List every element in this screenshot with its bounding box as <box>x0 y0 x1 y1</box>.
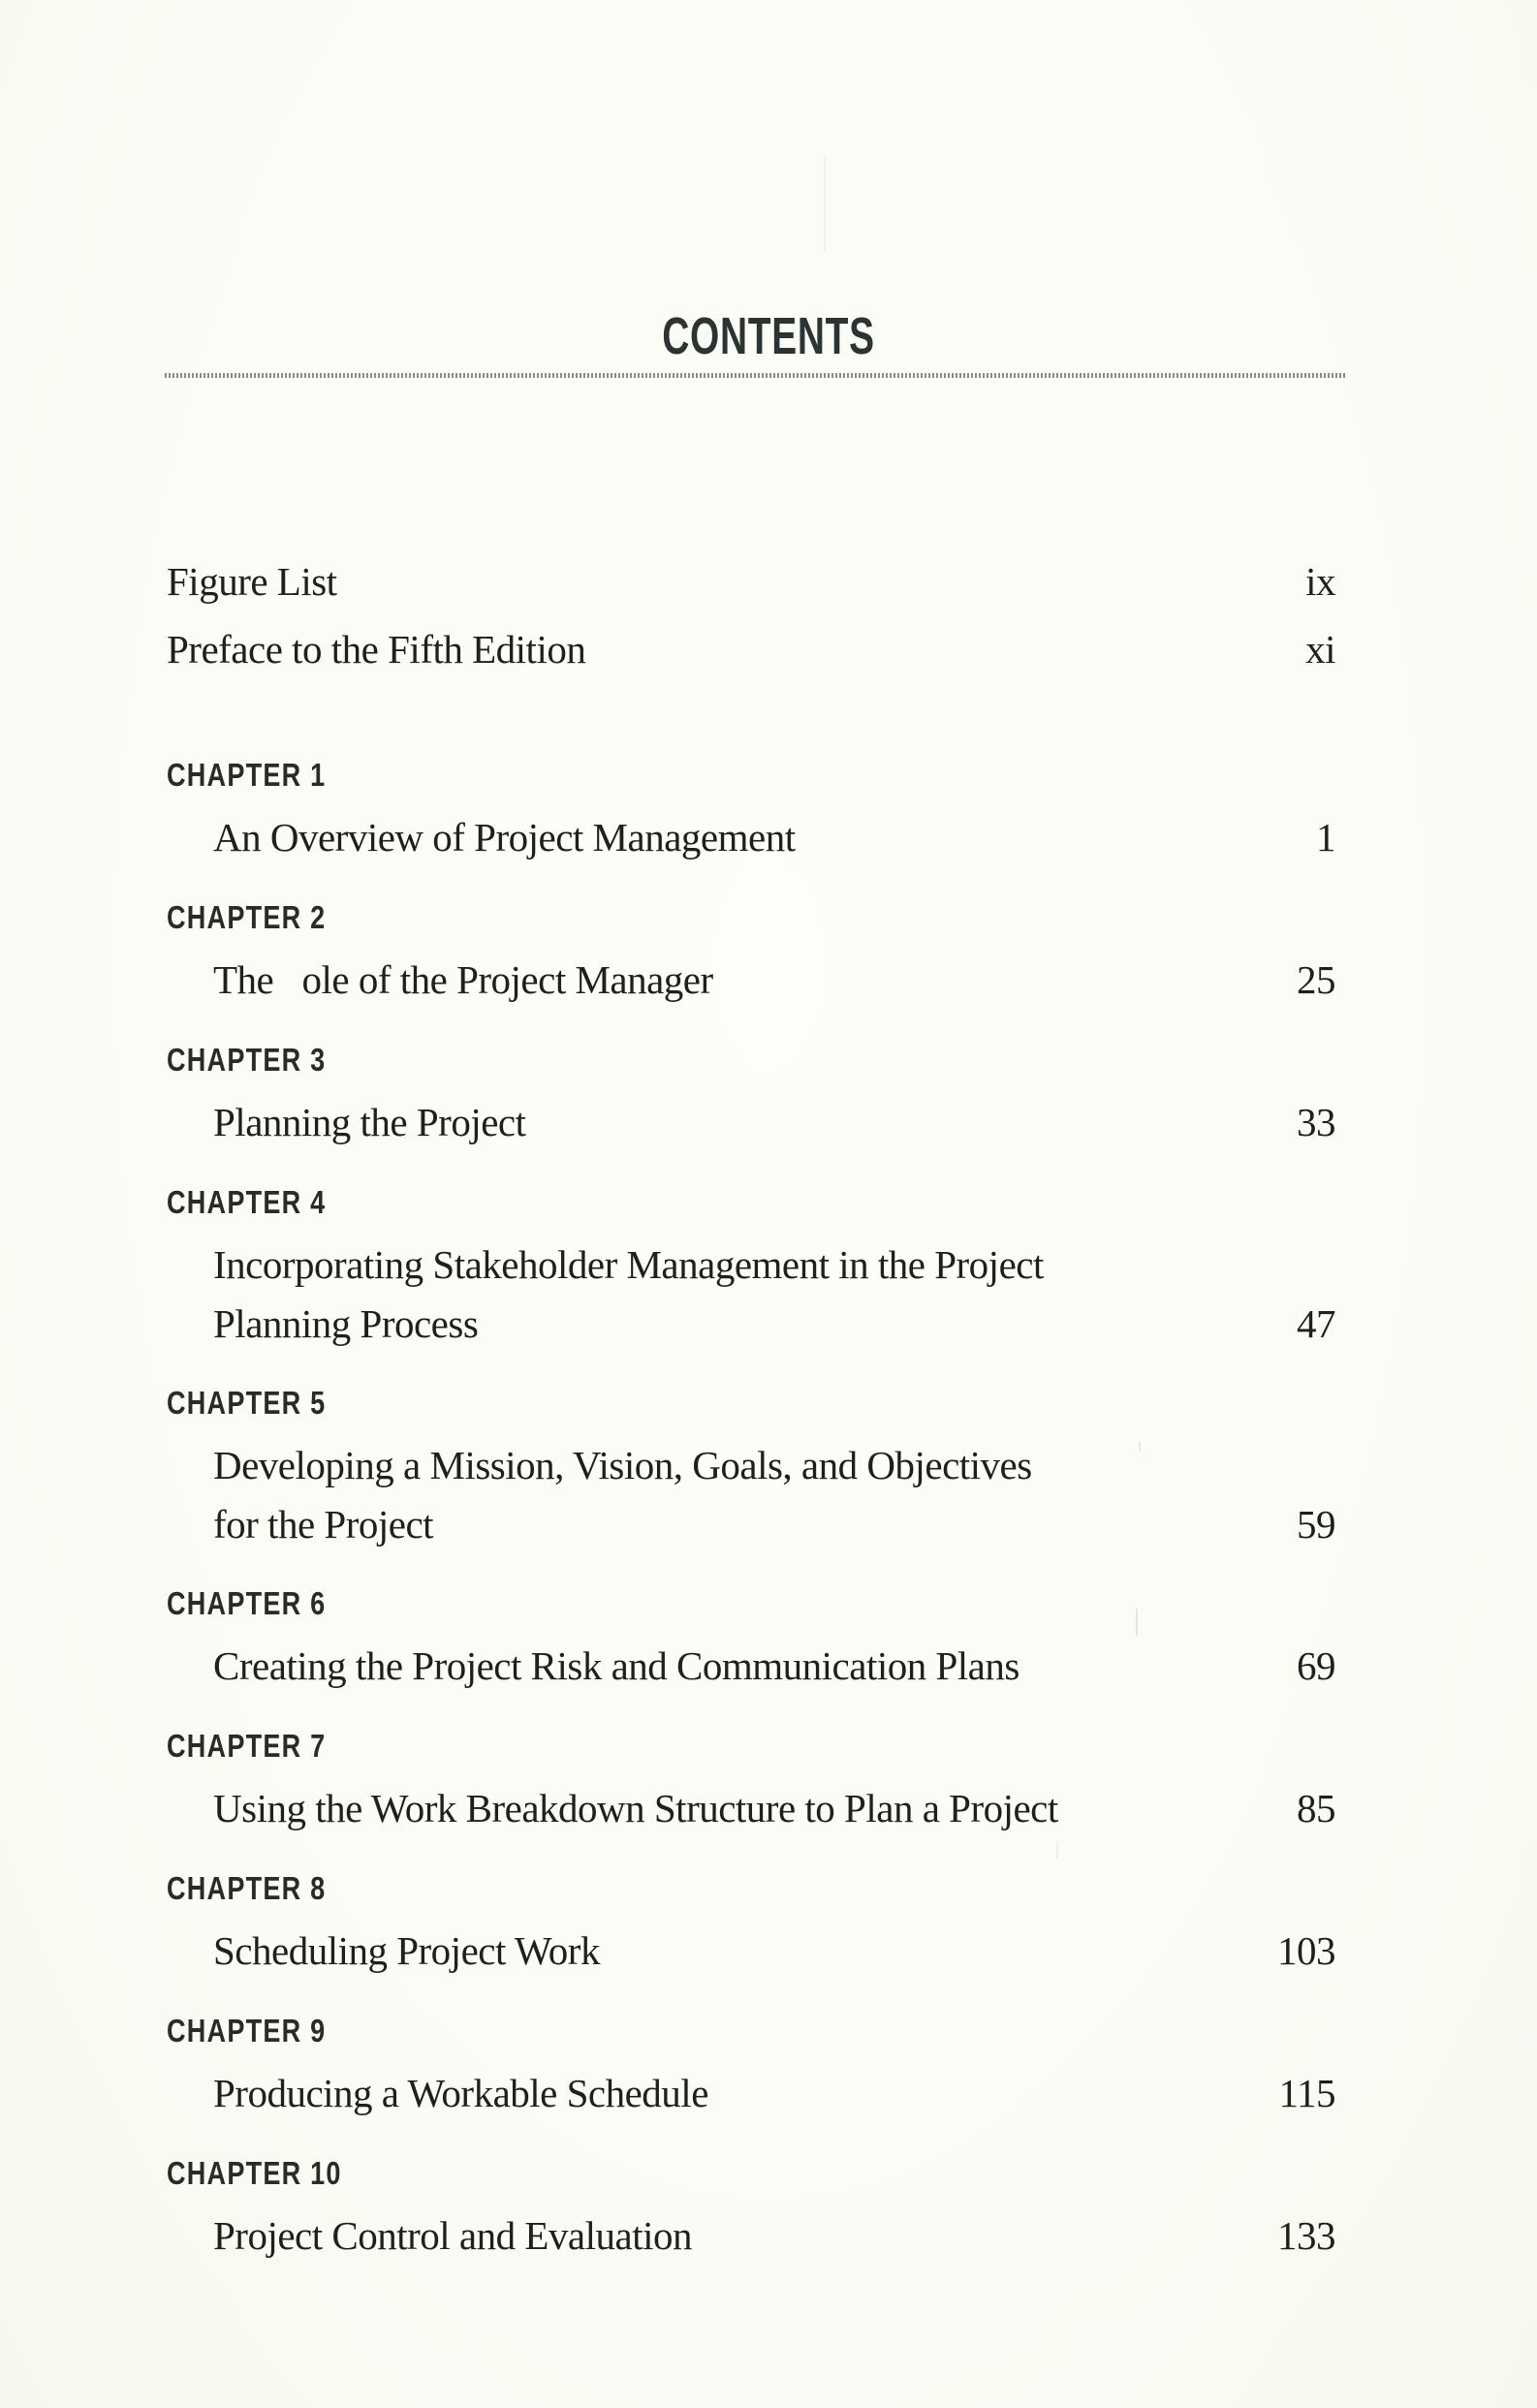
chapter-title <box>213 1093 1335 1152</box>
chapter-label: CHAPTER 5 <box>167 1385 327 1421</box>
chapter-title-line: Project Control and Evaluation <box>213 2213 692 2258</box>
chapter-title <box>213 951 1335 1010</box>
chapter-label: CHAPTER 6 <box>167 1585 327 1621</box>
chapter-title-line: Planning the Project <box>213 1100 526 1144</box>
chapter-label: CHAPTER 3 <box>167 1042 327 1078</box>
toc-chapter-9[interactable] <box>167 2012 1335 2123</box>
dotted-divider <box>165 373 1345 378</box>
toc-entry-label: Preface to the Fifth Edition <box>167 627 586 672</box>
toc-page-number: 69 <box>1297 1643 1335 1688</box>
toc-entry-preface[interactable] <box>167 620 1335 678</box>
chapter-title <box>213 2064 1335 2123</box>
scan-artifact <box>1056 1841 1058 1859</box>
toc-page-number: 85 <box>1297 1786 1335 1830</box>
scan-artifact <box>1139 1442 1141 1452</box>
chapter-label: CHAPTER 1 <box>167 757 327 793</box>
toc-chapter-7[interactable] <box>167 1727 1335 1838</box>
toc-chapter-5[interactable] <box>167 1384 1335 1554</box>
chapter-label: CHAPTER 2 <box>167 899 327 935</box>
chapter-label: CHAPTER 10 <box>167 2155 342 2191</box>
chapter-title-line: Incorporating Stakeholder Management in the Project <box>213 1242 1044 1287</box>
chapter-label: CHAPTER 8 <box>167 1870 327 1906</box>
chapter-title <box>213 808 1335 867</box>
chapter-title-line: Developing a Mission, Vision, Goals, and Objectives <box>213 1443 1032 1487</box>
toc-page-number: 33 <box>1297 1100 1335 1144</box>
toc-chapter-8[interactable] <box>167 1869 1335 1981</box>
toc-page-number: 133 <box>1277 2213 1335 2258</box>
toc-chapter-3[interactable] <box>167 1041 1335 1152</box>
toc-page-number: 59 <box>1297 1502 1335 1547</box>
chapter-title-line: for the Project <box>213 1502 434 1547</box>
toc-chapter-10[interactable] <box>167 2154 1335 2266</box>
chapter-label: CHAPTER 7 <box>167 1728 327 1764</box>
scan-artifact <box>1136 1609 1138 1636</box>
chapter-label: CHAPTER 9 <box>167 2013 327 2048</box>
chapter-title-line: Planning Process <box>213 1301 479 1346</box>
chapter-title-line: Creating the Project Risk and Communication Plans <box>213 1643 1019 1688</box>
chapter-title <box>213 1436 1335 1554</box>
toc-page-number: 115 <box>1278 2071 1335 2115</box>
chapter-title <box>213 2206 1335 2266</box>
toc-page-number: 1 <box>1316 815 1335 860</box>
toc-page-number: 47 <box>1297 1301 1335 1346</box>
toc-page-number: 25 <box>1297 957 1335 1002</box>
toc-chapter-4[interactable] <box>167 1183 1335 1354</box>
chapter-title-line: An Overview of Project Management <box>213 815 796 860</box>
chapter-title <box>213 1922 1335 1981</box>
toc-entry-figure-list[interactable] <box>167 552 1335 610</box>
page-title: CONTENTS <box>662 307 875 365</box>
toc-chapter-1[interactable] <box>167 756 1335 867</box>
scan-artifact <box>824 155 826 252</box>
chapter-title-line: Using the Work Breakdown Structure to Plan a Project <box>213 1786 1058 1830</box>
chapter-title <box>213 1637 1335 1696</box>
toc-page-number: 103 <box>1277 1928 1335 1973</box>
toc-page-number: ix <box>1305 559 1335 604</box>
chapter-title <box>213 1779 1335 1838</box>
toc-entry-label: Figure List <box>167 559 337 604</box>
toc-chapter-6[interactable] <box>167 1584 1335 1696</box>
chapter-title-line: Producing a Workable Schedule <box>213 2071 708 2115</box>
chapter-title <box>213 1235 1335 1354</box>
toc-page-number: xi <box>1305 627 1335 672</box>
chapter-title-line: The ole of the Project Manager <box>213 957 713 1002</box>
toc-chapter-2[interactable] <box>167 898 1335 1010</box>
chapter-title-line: Scheduling Project Work <box>213 1928 600 1973</box>
chapter-label: CHAPTER 4 <box>167 1184 327 1220</box>
